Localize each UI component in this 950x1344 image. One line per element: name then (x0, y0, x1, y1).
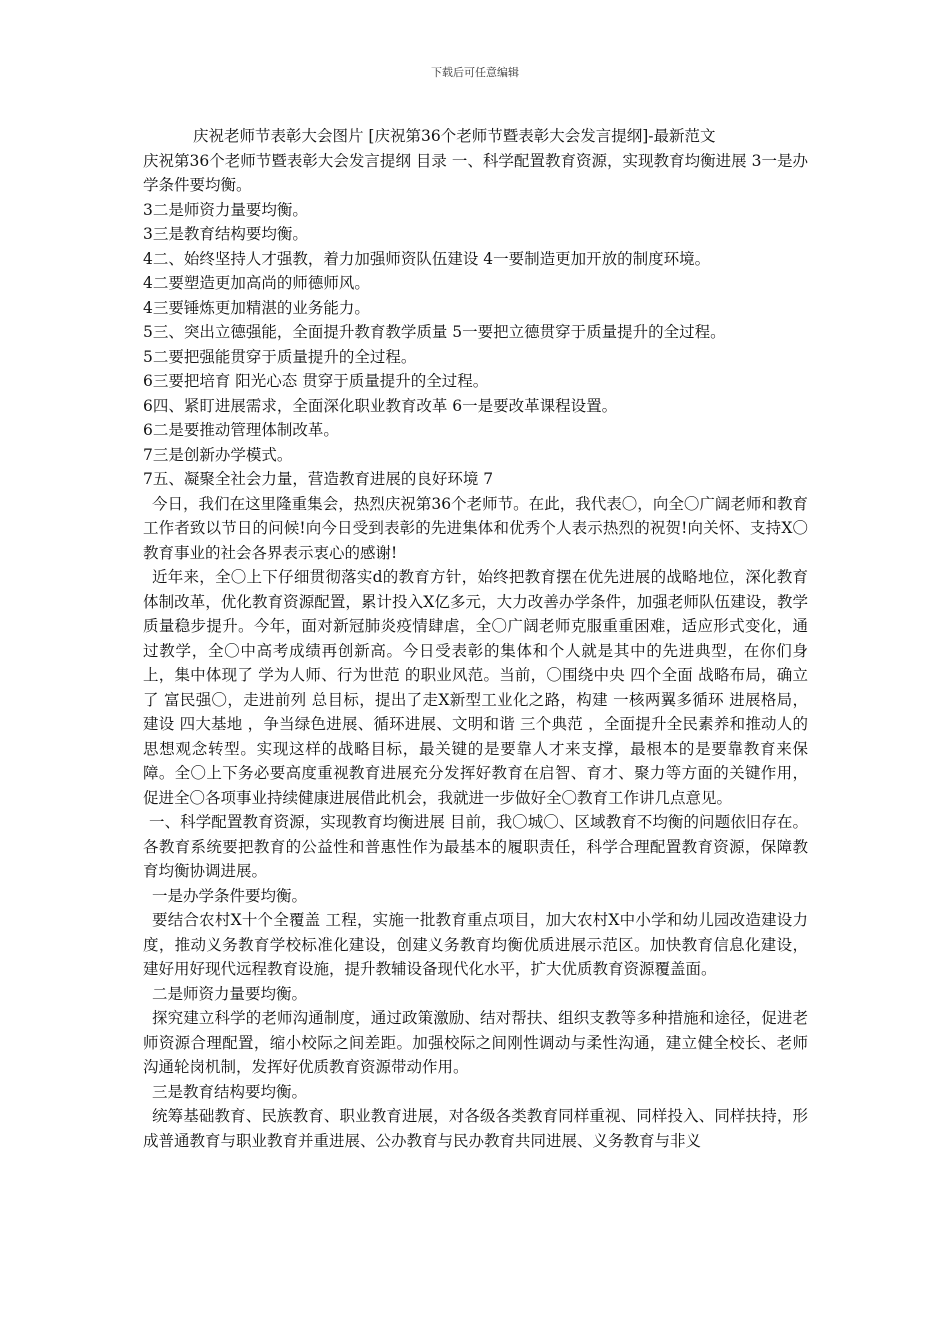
toc-intro: 庆祝第36个老师节暨表彰大会发言提纲 目录 一、科学配置教育资源，实现教育均衡进展 3一是办学条件要均衡。 (143, 151, 808, 194)
toc-item: 4二、始终坚持人才强教，着力加强师资队伍建设 4一要制造更加开放的制度环境。 (143, 249, 711, 268)
toc-item: 3三是教育结构要均衡。 (143, 225, 308, 243)
toc-item: 7三是创新办学模式。 (143, 445, 293, 464)
toc-item: 6二是要推动管理体制改革。 (143, 421, 339, 439)
body-paragraph: 近年来，全〇上下仔细贯彻落实d的教育方针，始终把教育摆在优先进展的战略地位，深化教育体制改革，优化教育资源配置，累计投入X亿多元，大力改善办学条件，加强老师队伍建设，教学质量稳步提升。今年，面对新冠肺炎疫情肆虐，全〇广阔老师克服重重困难，适应形式变化，通过教学，全〇中高考成绩再创新高。今日受表彰的集体和个人就是其中的先进典型，在你们身上，集中体现了 学为人师、行为世范 的职业风范。当前，〇围绕中央 四个全面 战略布局，确立了 富民强〇，走进前列 总目标，提出了走X新型工业化之路，构建 一核两翼多循环 进展格局，建设 四大基地 ，争当绿色进展、循环进展、文明和谐 三个典范 ，全面提升全民素养和推动人的思想观念转型。实现这样的战略目标，最关键的是要靠人才来支撑，最根本的是要靠教育来保障。全〇上下务必要高度重视教育进展充分发挥好教育在启智、育才、聚力等方面的关键作用，促进全〇各项事业持续健康进展借此机会，我就进一步做好全〇教育工作讲几点意见。 (143, 568, 808, 807)
subsection-heading: 三是教育结构要均衡。 (152, 1082, 308, 1101)
toc-item: 7五、凝聚全社会力量，营造教育进展的良好环境 7 (143, 470, 494, 488)
toc-item: 4二要塑造更加高尚的师德师风。 (143, 274, 370, 292)
body-paragraph: 今日，我们在这里隆重集会，热烈庆祝第36个老师节。在此，我代表〇，向全〇广阔老师和教育工作者致以节日的问候!向今日受到表彰的先进集体和优秀个人表示热烈的祝贺!向关怀、支持X〇教育事业的社会各界表示衷心的感谢! (143, 494, 808, 562)
body-paragraph: 要结合农村X十个全覆盖 工程，实施一批教育重点项目，加大农村X中小学和幼儿园改造建设力度，推动义务教育学校标准化建设，创建义务教育均衡优质进展示范区。加快教育信息化建设，建好用好现代远程教育设施，提升教辅设备现代化水平，扩大优质教育资源覆盖面。 (143, 911, 808, 978)
toc-item: 6四、紧盯进展需求，全面深化职业教育改革 6一是要改革课程设置。 (143, 396, 618, 415)
page-header (0, 64, 950, 80)
toc-item: 4三要锤炼更加精湛的业务能力。 (143, 298, 370, 317)
toc-item: 3二是师资力量要均衡。 (143, 200, 308, 219)
document-body (143, 124, 808, 1153)
section-heading-paragraph: 一、科学配置教育资源，实现教育均衡进展 目前，我〇城〇、区域教育不均衡的问题依旧存在。各教育系统要把教育的公益性和普惠性作为最基本的履职责任，科学合理配置教育资源，保障教育均衡协调进展。 (143, 813, 808, 880)
subsection-heading: 二是师资力量要均衡。 (152, 984, 308, 1003)
document-title: 庆祝老师节表彰大会图片 [庆祝第36个老师节暨表彰大会发言提纲]-最新范文 (193, 127, 716, 145)
toc-item: 6三要把培育 阳光心态 贯穿于质量提升的全过程。 (143, 372, 489, 390)
toc-item: 5二要把强能贯穿于质量提升的全过程。 (143, 347, 417, 366)
subsection-heading: 一是办学条件要均衡。 (152, 886, 308, 905)
body-paragraph: 统筹基础教育、民族教育、职业教育进展，对各级各类教育同样重视、同样投入、同样扶持，形成普通教育与职业教育并重进展、公办教育与民办教育共同进展、义务教育与非义 (143, 1107, 808, 1150)
body-paragraph: 探究建立科学的老师沟通制度，通过政策激励、结对帮扶、组织支教等多种措施和途径，促进老师资源合理配置，缩小校际之间差距。加强校际之间刚性调动与柔性沟通，建立健全校长、老师沟通轮岗机制，发挥好优质教育资源带动作用。 (143, 1009, 808, 1076)
header-text: 下载后可任意编辑 (431, 66, 519, 79)
toc-item: 5三、突出立德强能，全面提升教育教学质量 5一要把立德贯穿于质量提升的全过程。 (143, 323, 726, 341)
